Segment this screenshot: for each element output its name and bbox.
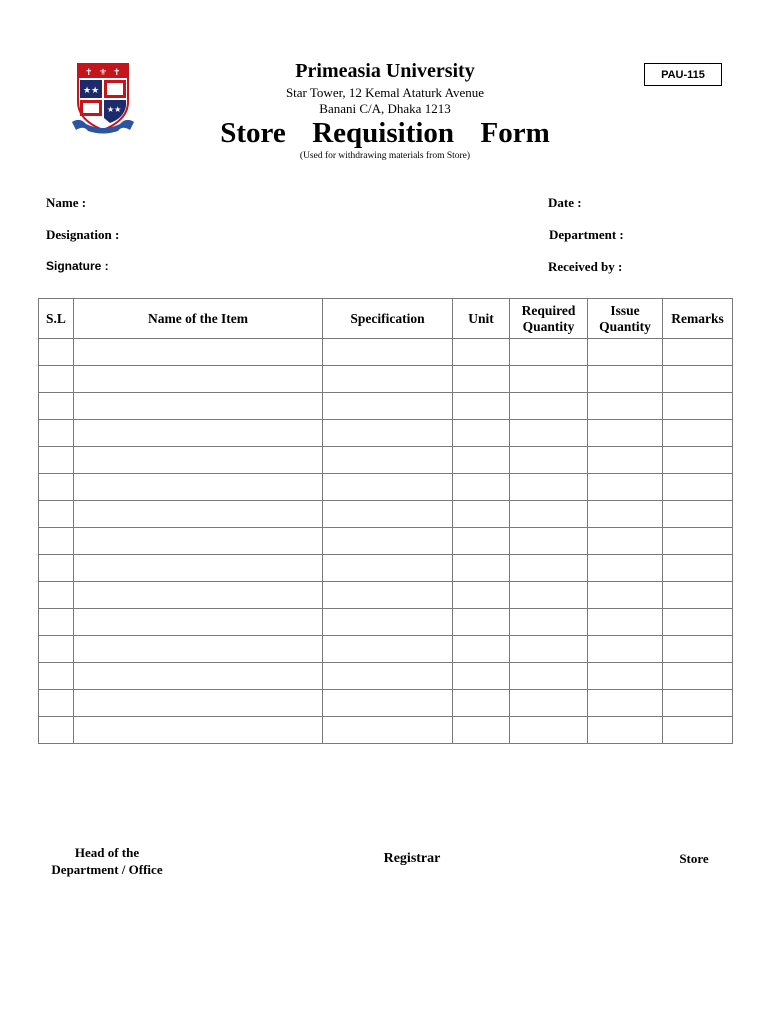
table-cell[interactable] (588, 339, 663, 366)
column-header-unit: Unit (453, 299, 510, 339)
table-cell[interactable] (663, 501, 733, 528)
table-cell[interactable] (74, 717, 323, 744)
signature-label: Signature : (46, 259, 109, 273)
table-cell[interactable] (663, 447, 733, 474)
table-cell[interactable] (453, 474, 510, 501)
table-cell[interactable] (588, 690, 663, 717)
table-cell[interactable] (453, 501, 510, 528)
table-row (39, 528, 733, 555)
table-cell[interactable] (323, 555, 453, 582)
table-row (39, 501, 733, 528)
table-cell[interactable] (74, 555, 323, 582)
table-cell[interactable] (663, 636, 733, 663)
table-cell[interactable] (510, 393, 588, 420)
table-cell[interactable] (453, 690, 510, 717)
head-signature-line-1: Head of the (74, 845, 140, 860)
column-header-remarks: Remarks (663, 299, 733, 339)
table-cell[interactable] (453, 420, 510, 447)
table-cell[interactable] (663, 690, 733, 717)
table-cell[interactable] (323, 447, 453, 474)
table-row (39, 339, 733, 366)
table-cell[interactable] (453, 528, 510, 555)
name-label: Name : (46, 195, 87, 210)
form-code-badge: PAU-115 (644, 63, 722, 86)
table-cell[interactable] (510, 474, 588, 501)
table-cell[interactable] (39, 447, 74, 474)
table-cell[interactable] (663, 555, 733, 582)
table-row (39, 717, 733, 744)
table-cell[interactable] (323, 474, 453, 501)
table-cell[interactable] (588, 501, 663, 528)
table-cell[interactable] (510, 366, 588, 393)
column-header-specification: Specification (323, 299, 453, 339)
table-cell[interactable] (663, 366, 733, 393)
table-cell[interactable] (588, 474, 663, 501)
table-row (39, 393, 733, 420)
column-header-sl: S.L (39, 299, 74, 339)
store-signature: Store (679, 851, 709, 866)
table-cell[interactable] (453, 366, 510, 393)
designation-label: Designation : (46, 227, 120, 242)
table-cell[interactable] (74, 636, 323, 663)
table-cell[interactable] (74, 690, 323, 717)
table-cell[interactable] (323, 717, 453, 744)
address-line-2: Banani C/A, Dhaka 1213 (319, 101, 451, 116)
table-cell[interactable] (74, 501, 323, 528)
table-cell[interactable] (39, 474, 74, 501)
table-row (39, 690, 733, 717)
table-cell[interactable] (74, 609, 323, 636)
table-cell[interactable] (510, 609, 588, 636)
table-cell[interactable] (323, 393, 453, 420)
table-cell[interactable] (453, 555, 510, 582)
registrar-signature: Registrar (383, 851, 441, 866)
head-of-department-signature (40, 844, 174, 878)
table-cell[interactable] (74, 582, 323, 609)
table-cell[interactable] (510, 717, 588, 744)
table-cell[interactable] (453, 636, 510, 663)
table-cell[interactable] (588, 582, 663, 609)
table-row (39, 663, 733, 690)
table-cell[interactable] (39, 366, 74, 393)
table-cell[interactable] (663, 420, 733, 447)
table-row (39, 474, 733, 501)
table-cell[interactable] (453, 717, 510, 744)
table-header-row (39, 299, 733, 339)
table-cell[interactable] (588, 663, 663, 690)
table-cell[interactable] (39, 555, 74, 582)
table-cell[interactable] (453, 582, 510, 609)
form-title: Store Requisition Form (220, 117, 550, 149)
table-cell[interactable] (663, 582, 733, 609)
table-cell[interactable] (453, 663, 510, 690)
table-cell[interactable] (323, 339, 453, 366)
table-cell[interactable] (74, 663, 323, 690)
table-cell[interactable] (588, 393, 663, 420)
received-by-label: Received by : (548, 259, 623, 274)
table-row (39, 555, 733, 582)
table-cell[interactable] (453, 609, 510, 636)
table-cell[interactable] (39, 501, 74, 528)
table-cell[interactable] (588, 447, 663, 474)
table-cell[interactable] (588, 366, 663, 393)
table-cell[interactable] (39, 690, 74, 717)
table-cell[interactable] (74, 474, 323, 501)
table-body (39, 339, 733, 744)
column-header-issue-quantity: Issue Quantity (588, 299, 663, 339)
table-cell[interactable] (323, 528, 453, 555)
table-cell[interactable] (323, 501, 453, 528)
table-cell[interactable] (323, 582, 453, 609)
address-line-1: Star Tower, 12 Kemal Ataturk Avenue (285, 85, 485, 100)
table-cell[interactable] (39, 420, 74, 447)
table-row (39, 420, 733, 447)
table-cell[interactable] (74, 447, 323, 474)
table-cell[interactable] (663, 393, 733, 420)
table-cell[interactable] (510, 420, 588, 447)
svg-text:⚜: ⚜ (99, 68, 108, 78)
date-label: Date : (548, 195, 582, 210)
head-signature-line-2: Department / Office (51, 862, 163, 877)
table-cell[interactable] (588, 528, 663, 555)
table-cell[interactable] (663, 339, 733, 366)
table-row (39, 582, 733, 609)
department-label: Department : (549, 227, 624, 242)
table-cell[interactable] (39, 528, 74, 555)
requisition-items-table (38, 298, 733, 744)
table-cell[interactable] (74, 528, 323, 555)
table-cell[interactable] (74, 366, 323, 393)
form-subtitle: (Used for withdrawing materials from Store) (299, 151, 471, 161)
table-cell[interactable] (588, 609, 663, 636)
table-cell[interactable] (39, 663, 74, 690)
table-cell[interactable] (510, 528, 588, 555)
table-cell[interactable] (510, 663, 588, 690)
table-cell[interactable] (39, 582, 74, 609)
table-cell[interactable] (663, 717, 733, 744)
table-cell[interactable] (74, 420, 323, 447)
svg-text:★★: ★★ (83, 86, 100, 96)
table-cell[interactable] (588, 636, 663, 663)
svg-text:✝: ✝ (85, 68, 93, 78)
table-cell[interactable] (323, 690, 453, 717)
university-name: Primeasia University (295, 60, 475, 82)
table-cell[interactable] (588, 717, 663, 744)
table-cell[interactable] (510, 447, 588, 474)
table-cell[interactable] (74, 339, 323, 366)
svg-text:★★: ★★ (107, 105, 122, 114)
table-cell[interactable] (588, 555, 663, 582)
table-cell[interactable] (453, 339, 510, 366)
table-row (39, 366, 733, 393)
table-cell[interactable] (663, 609, 733, 636)
column-header-item-name: Name of the Item (74, 299, 323, 339)
table-cell[interactable] (453, 447, 510, 474)
table-cell[interactable] (39, 717, 74, 744)
table-cell[interactable] (323, 366, 453, 393)
table-cell[interactable] (39, 609, 74, 636)
table-cell[interactable] (323, 636, 453, 663)
table-row (39, 447, 733, 474)
table-cell[interactable] (510, 339, 588, 366)
table-cell[interactable] (588, 420, 663, 447)
table-cell[interactable] (510, 501, 588, 528)
table-cell[interactable] (323, 420, 453, 447)
table-cell[interactable] (74, 393, 323, 420)
table-cell[interactable] (510, 582, 588, 609)
table-cell[interactable] (663, 474, 733, 501)
table-cell[interactable] (39, 339, 74, 366)
table-cell[interactable] (453, 393, 510, 420)
column-header-required-quantity: Required Quantity (510, 299, 588, 339)
table-row (39, 636, 733, 663)
table-cell[interactable] (39, 636, 74, 663)
table-cell[interactable] (510, 636, 588, 663)
table-cell[interactable] (663, 663, 733, 690)
table-cell[interactable] (510, 555, 588, 582)
table-row (39, 609, 733, 636)
table-cell[interactable] (663, 528, 733, 555)
table-cell[interactable] (323, 609, 453, 636)
table-cell[interactable] (39, 393, 74, 420)
table-cell[interactable] (510, 690, 588, 717)
svg-text:✝: ✝ (113, 68, 121, 78)
table-cell[interactable] (323, 663, 453, 690)
